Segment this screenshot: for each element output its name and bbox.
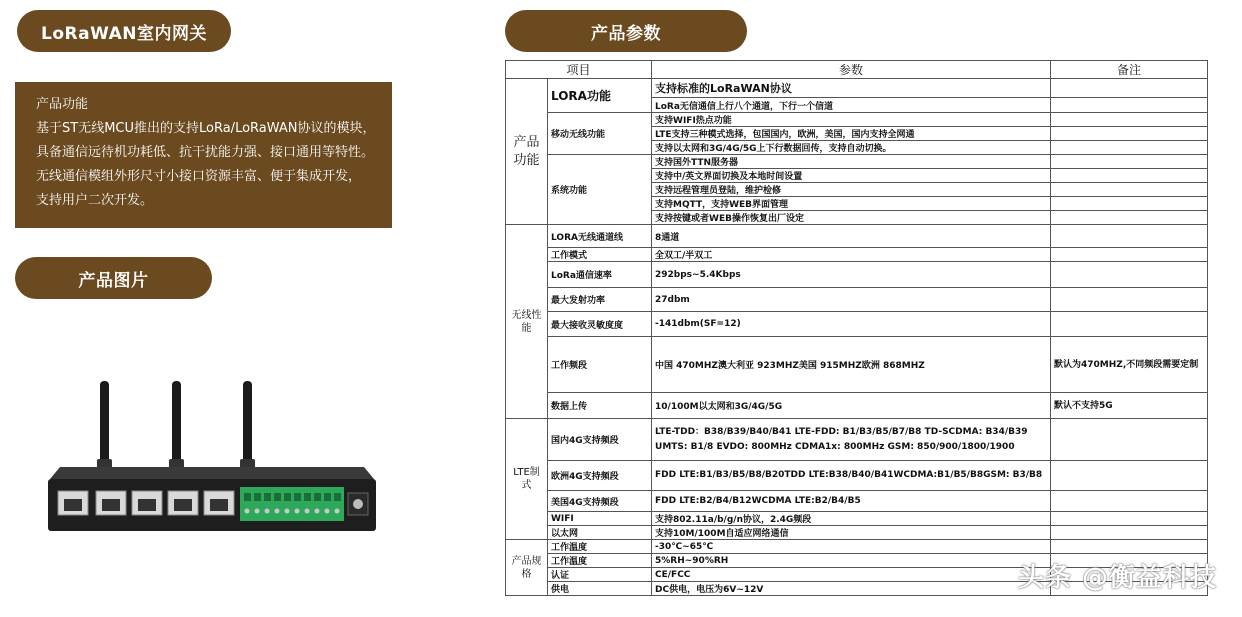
row-label: 数据上传 — [548, 393, 652, 419]
table-row — [506, 461, 1208, 491]
row-label: 最大发射功率 — [548, 288, 652, 312]
row-value: FDD LTE:B2/B4/B12WCDMA LTE:B2/B4/B5 — [652, 491, 1051, 512]
title-pill — [17, 10, 231, 52]
row-value: CE/FCC — [652, 568, 1051, 582]
table-row — [506, 393, 1208, 419]
row-value: 支持MQTT，支持WEB界面管理 — [652, 197, 1051, 211]
antenna-3 — [243, 381, 252, 467]
product-description — [15, 82, 392, 228]
antenna-1 — [100, 381, 109, 467]
row-value: LTE支持三种模式选择，包国国内，欧洲，美国，国内支持全网通 — [652, 127, 1051, 141]
column-header: 项目 — [506, 61, 652, 79]
table-row — [506, 79, 1208, 98]
row-note — [1051, 79, 1208, 98]
params-pill — [505, 10, 747, 52]
row-value: 全双工/半双工 — [652, 248, 1051, 262]
description-line: 支持用户二次开发。 — [36, 193, 154, 208]
row-label: 国内4G支持频段 — [548, 419, 652, 461]
row-value: 支持802.11a/b/g/n协议，2.4G频段 — [652, 512, 1051, 526]
params-heading: 产品参数 — [591, 23, 661, 44]
antenna-2 — [172, 381, 181, 467]
column-header: 备注 — [1051, 61, 1208, 79]
row-label: 最大接收灵敏度度 — [548, 312, 652, 337]
row-value: 27dbm — [652, 288, 1051, 312]
table-row — [506, 526, 1208, 540]
table-row — [506, 155, 1208, 169]
row-value: LoRa无信通信上行八个通道，下行一个信道 — [652, 98, 1051, 113]
table-row — [506, 419, 1208, 461]
row-value: 支持远程管理员登陆，维护检修 — [652, 183, 1051, 197]
row-label: LoRa通信速率 — [548, 262, 652, 288]
column-header: 参数 — [652, 61, 1051, 79]
table-row — [506, 491, 1208, 512]
power-jack — [353, 499, 363, 509]
row-label: 欧洲4G支持频段 — [548, 461, 652, 491]
row-value: 中国 470MHZ澳大利亚 923MHZ美国 915MHZ欧洲 868MHZ — [652, 337, 1051, 393]
table-row — [506, 113, 1208, 127]
row-value: 支持WIFI热点功能 — [652, 113, 1051, 127]
pictures-pill — [15, 257, 212, 299]
table-row — [506, 337, 1208, 393]
row-value: DC供电，电压为6V~12V — [652, 582, 1051, 596]
row-value: 支持10M/100M自适应网络通信 — [652, 526, 1051, 540]
row-value: 5%RH~90%RH — [652, 554, 1051, 568]
spec-table — [505, 60, 1208, 596]
row-label: 工作模式 — [548, 248, 652, 262]
row-value: 支持国外TTN服务器 — [652, 155, 1051, 169]
terminal-block — [240, 487, 344, 521]
row-value: -141dbm(SF=12) — [652, 312, 1051, 337]
row-label: 工作温度 — [548, 554, 652, 568]
row-value: 支持按键或者WEB操作恢复出厂设定 — [652, 211, 1051, 225]
watermark: 头条 @衡益科技 — [1018, 563, 1218, 593]
row-label: 系统功能 — [548, 155, 652, 225]
description-line: 产品功能 — [36, 97, 89, 112]
row-value: 8通道 — [652, 225, 1051, 248]
row-value: 支持中/英文界面切换及本地时间设置 — [652, 169, 1051, 183]
row-label: LORA无线通道线 — [548, 225, 652, 248]
table-row — [506, 262, 1208, 288]
row-value: FDD LTE:B1/B3/B5/B8/B20TDD LTE:B38/B40/B41WCDMA:B1/B5/B8GSM: B3/B8 — [652, 461, 1051, 491]
description-line: 无线通信模组外形尺寸小接口资源丰富、便于集成开发， — [36, 169, 362, 184]
row-label: 工作频段 — [548, 337, 652, 393]
row-label: 以太网 — [548, 526, 652, 540]
row-label: LORA功能 — [548, 79, 652, 113]
page-title: LoRaWAN室内网关 — [41, 23, 207, 44]
row-label: WIFI — [548, 512, 652, 526]
group-label: 无线性能 — [506, 225, 548, 419]
row-label: 工作温度 — [548, 540, 652, 554]
row-label: 认证 — [548, 568, 652, 582]
row-note: 默认不支持5G — [1051, 393, 1208, 419]
table-row — [506, 225, 1208, 248]
row-value: 支持标准的LoRaWAN协议 — [652, 79, 1051, 98]
row-value: LTE-TDD：B38/B39/B40/B41 LTE-FDD: B1/B3/B5/B7/B8 TD-SCDMA: B34/B39 UMTS: B1/8 EVDO: 800MHz CDMA1x: 800MHz GSM: 850/900/1800/1900 — [652, 419, 1051, 461]
row-label: 移动无线功能 — [548, 113, 652, 155]
table-row — [506, 512, 1208, 526]
row-value: 10/100M以太网和3G/4G/5G — [652, 393, 1051, 419]
row-label: 美国4G支持频段 — [548, 491, 652, 512]
gateway-product-image — [42, 375, 382, 540]
row-value: 支持以太网和3G/4G/5G上下行数据回传，支持自动切换。 — [652, 141, 1051, 155]
table-header-row — [506, 61, 1208, 79]
row-value: 292bps~5.4Kbps — [652, 262, 1051, 288]
table-row — [506, 288, 1208, 312]
row-label: 供电 — [548, 582, 652, 596]
pictures-heading: 产品图片 — [78, 270, 149, 291]
table-row — [506, 312, 1208, 337]
table-row — [506, 248, 1208, 262]
description-line: 基于ST无线MCU推出的支持LoRa/LoRaWAN协议的模块， — [36, 121, 376, 136]
group-label: 产品规格 — [506, 540, 548, 596]
table-row — [506, 540, 1208, 554]
group-label: 产品功能 — [506, 79, 548, 225]
description-line: 具备通信远待机功耗低、抗干扰能力强、接口通用等特性。 — [36, 145, 375, 160]
row-note: 默认为470MHZ,不同频段需要定制 — [1051, 337, 1208, 393]
row-value: -30℃~65℃ — [652, 540, 1051, 554]
group-label: LTE制式 — [506, 419, 548, 540]
